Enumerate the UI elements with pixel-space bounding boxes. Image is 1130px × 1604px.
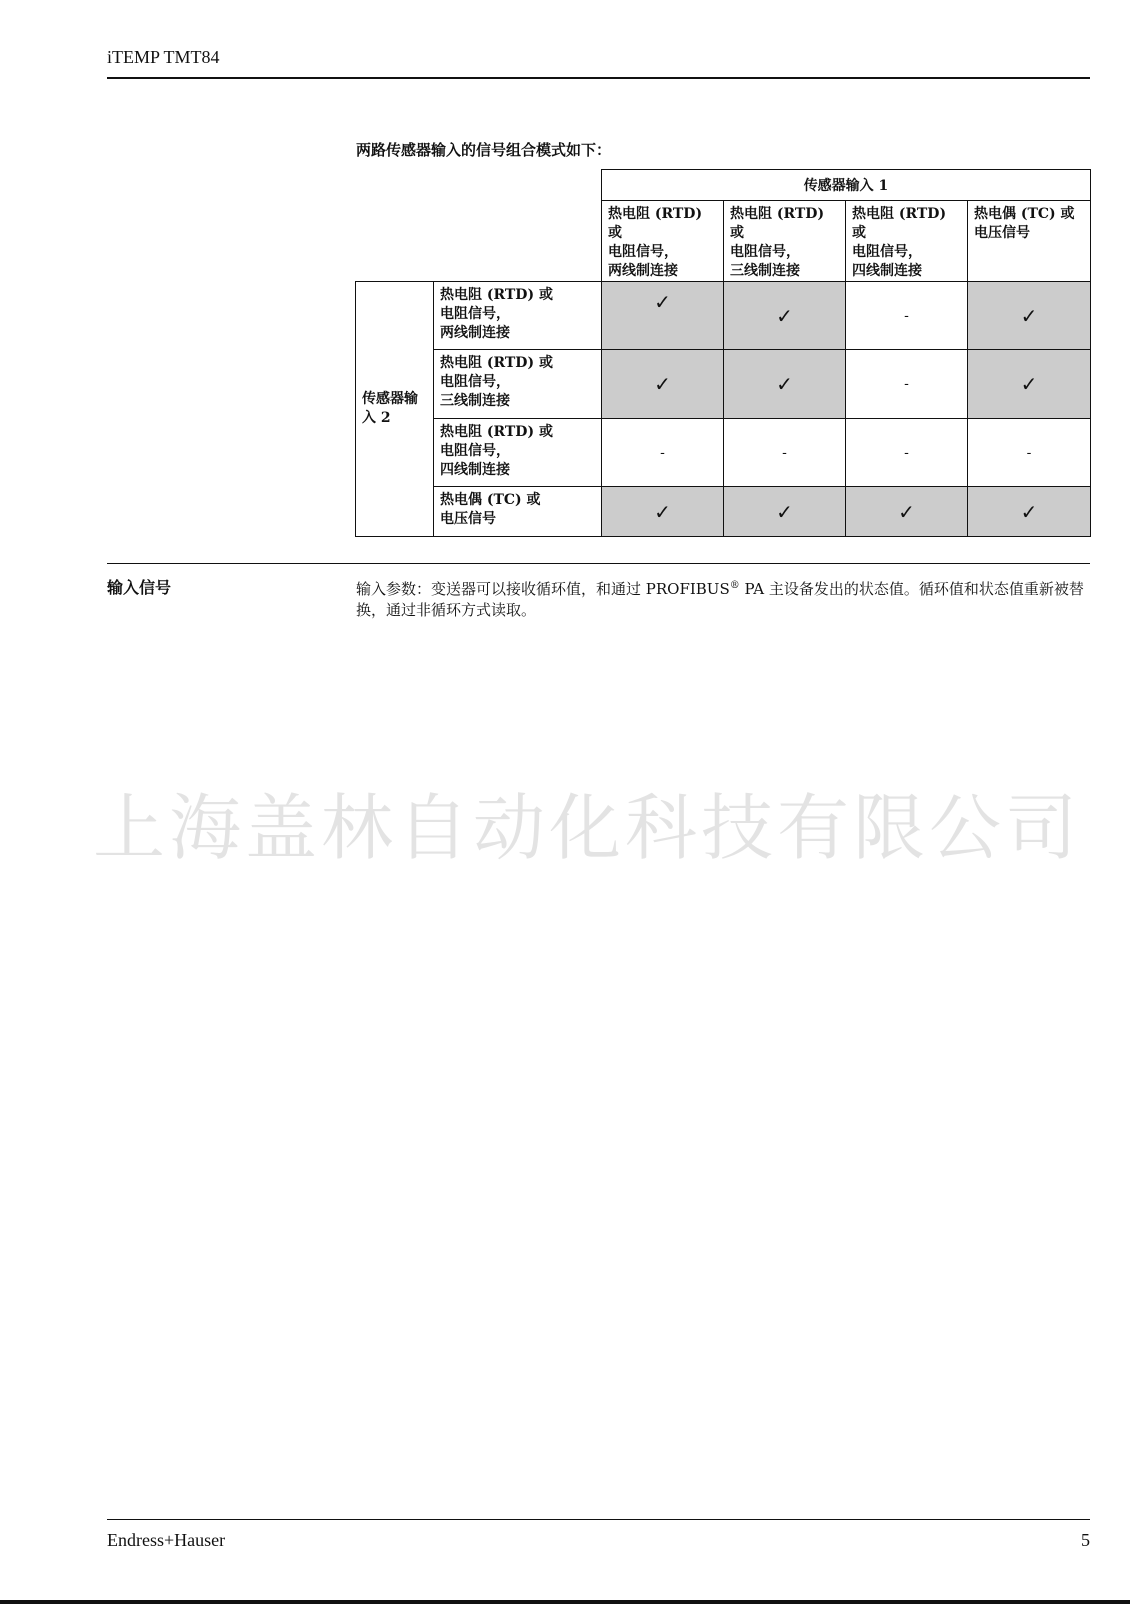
row-header — [434, 350, 602, 419]
row-header-line: 热电偶 (TC) 或 — [440, 492, 541, 508]
row-header-line: 热电阻 (RTD) 或 — [440, 424, 553, 440]
combination-cell: - — [602, 419, 724, 487]
combination-cell: ✓ — [602, 350, 724, 419]
combination-cell: ✓ — [602, 282, 724, 350]
column-header-line: 四线制连接 — [852, 263, 922, 279]
combination-cell: ✓ — [968, 350, 1091, 419]
column-header-line: 电阻信号， — [730, 244, 800, 260]
column-header — [602, 201, 724, 282]
column-header-line: 电阻信号， — [852, 244, 922, 260]
table-corner-blank — [356, 170, 602, 282]
row-header-line: 电阻信号， — [440, 306, 510, 322]
combination-cell: - — [846, 282, 968, 350]
column-header-line: 电压信号 — [974, 225, 1030, 241]
row-header-line: 电压信号 — [440, 511, 496, 527]
row-header-line: 四线制连接 — [440, 462, 510, 478]
row-group-header: 传感器输入 2 — [356, 282, 434, 537]
column-header — [968, 201, 1091, 282]
combination-cell: - — [846, 350, 968, 419]
combination-cell: - — [846, 419, 968, 487]
section-label: 输入信号 — [107, 578, 172, 597]
table-row — [356, 282, 1091, 350]
bottom-edge-bar — [0, 1600, 1130, 1604]
section-text-before: 输入参数：变送器可以接收循环值，和通过 PROFIBUS — [356, 580, 730, 598]
column-header-line: 电阻信号， — [608, 244, 678, 260]
section-text-after: PA 主设备发出的状态值。循环值和状态值重新被替换，通过非循环方式读取。 — [356, 580, 1084, 619]
column-header-line: 热电阻 (RTD) 或 — [852, 206, 947, 241]
combination-cell: ✓ — [968, 487, 1091, 537]
combination-cell: - — [968, 419, 1091, 487]
row-header-line: 热电阻 (RTD) 或 — [440, 287, 553, 303]
combination-cell: - — [724, 419, 846, 487]
table-row — [356, 350, 1091, 419]
table-intro-text: 两路传感器输入的信号组合模式如下： — [356, 141, 612, 159]
footer-divider — [107, 1519, 1090, 1520]
row-header-line: 两线制连接 — [440, 325, 510, 341]
column-header-line: 三线制连接 — [730, 263, 800, 279]
section-body-text — [356, 575, 1090, 621]
column-header-line: 两线制连接 — [608, 263, 678, 279]
column-header-line: 热电阻 (RTD) 或 — [608, 206, 703, 241]
row-header-line: 电阻信号， — [440, 374, 510, 390]
row-header — [434, 487, 602, 537]
section-divider — [107, 563, 1090, 564]
column-header-line: 热电阻 (RTD) 或 — [730, 206, 825, 241]
row-header — [434, 419, 602, 487]
row-header-line: 三线制连接 — [440, 393, 510, 409]
footer-brand: Endress+Hauser — [107, 1530, 226, 1550]
registered-mark: ® — [729, 580, 740, 591]
combination-cell: ✓ — [602, 487, 724, 537]
row-header-line: 热电阻 (RTD) 或 — [440, 355, 553, 371]
column-header — [724, 201, 846, 282]
sensor-combination-table — [355, 169, 1091, 537]
document-header-title: iTEMP TMT84 — [107, 47, 220, 67]
column-header — [846, 201, 968, 282]
header-divider — [107, 77, 1090, 79]
column-header-line: 热电偶 (TC) 或 — [974, 206, 1075, 222]
row-header — [434, 282, 602, 350]
company-watermark: 上海盖林自动化科技有限公司 — [93, 786, 1082, 870]
column-group-header: 传感器输入 1 — [602, 170, 1091, 201]
row-header-line: 电阻信号， — [440, 443, 510, 459]
combination-cell: ✓ — [724, 282, 846, 350]
combination-cell: ✓ — [724, 487, 846, 537]
table-row — [356, 419, 1091, 487]
table-row — [356, 487, 1091, 537]
combination-cell: ✓ — [724, 350, 846, 419]
combination-cell: ✓ — [968, 282, 1091, 350]
page-number: 5 — [1081, 1530, 1090, 1550]
combination-cell: ✓ — [846, 487, 968, 537]
